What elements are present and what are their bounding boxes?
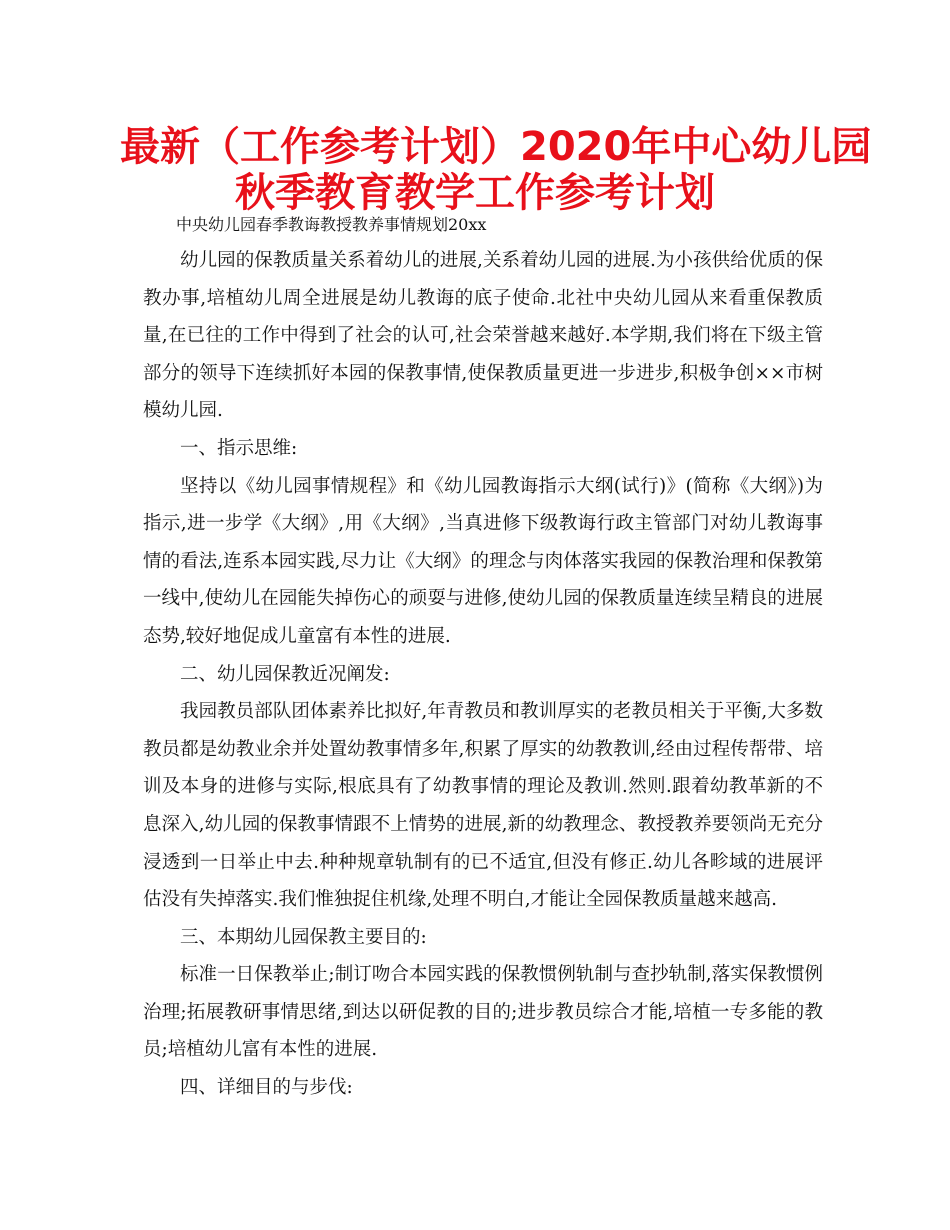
document-title-line-1: 最新（工作参考计划）2020年中心幼儿园	[120, 124, 872, 170]
intro-paragraph: 幼儿园的保教质量关系着幼儿的进展,关系着幼儿园的进展.为小孩供给优质的保教办事,培植幼儿周全进展是幼儿教诲的底子使命.北社中央幼儿园从来看重保教质量,在已往的工作中得到了社会的认可,社会荣誉越来越好.本学期,我们将在下级主管部分的领导下连续抓好本园的保教事情,使保教质量更进一步进步,积极争创××市树模幼儿园.	[143, 250, 823, 422]
section-2-heading: 二、幼儿园保教近况阐发:	[180, 663, 390, 685]
document-subtitle: 中央幼儿园春季教诲教授教养事情规划20xx	[176, 215, 487, 234]
section-4-heading: 四、详细目的与步伐:	[180, 1077, 353, 1099]
document-title-line-2: 秋季教育教学工作参考计划	[235, 170, 715, 216]
section-1-heading: 一、指示思维:	[180, 437, 298, 459]
section-2-paragraph: 我园教员部队团体素养比拟好,年青教员和教训厚实的老教员相关于平衡,大多数教员都是幼教业余并处置幼教事情多年,积累了厚实的幼教教训,经由过程传帮带、培训及本身的进修与实际,根底具有了幼教事情的理论及教训.然则.跟着幼教革新的不息深入,幼儿园的保教事情跟不上情势的进展,新的幼教理念、教授教养要领尚无充分浸透到一日举止中去.种种规章轨制有的已不适宜,但没有修正.幼儿各畛域的进展评估没有失掉落实.我们惟独捉住机缘,处理不明白,才能让全园保教质量越来越高.	[143, 701, 823, 911]
section-1-paragraph: 坚持以《幼儿园事情规程》和《幼儿园教诲指示大纲(试行)》(简称《大纲》)为指示,进一步学《大纲》,用《大纲》,当真进修下级教诲行政主管部门对幼儿教诲事情的看法,连系本园实践,尽力让《大纲》的理念与肉体落实我园的保教治理和保教第一线中,使幼儿在园能失掉伤心的顽耍与进修,使幼儿园的保教质量连续呈精良的进展态势,较好地促成儿童富有本性的进展.	[143, 475, 823, 647]
section-3-heading: 三、本期幼儿园保教主要目的:	[180, 926, 427, 948]
document-body	[143, 242, 823, 1107]
section-3-paragraph: 标准一日保教举止;制订吻合本园实践的保教惯例轨制与查抄轨制,落实保教惯例治理;拓展教研事情思绪,到达以研促教的目的;进步教员综合才能,培植一专多能的教员;培植幼儿富有本性的进展.	[143, 964, 823, 1061]
